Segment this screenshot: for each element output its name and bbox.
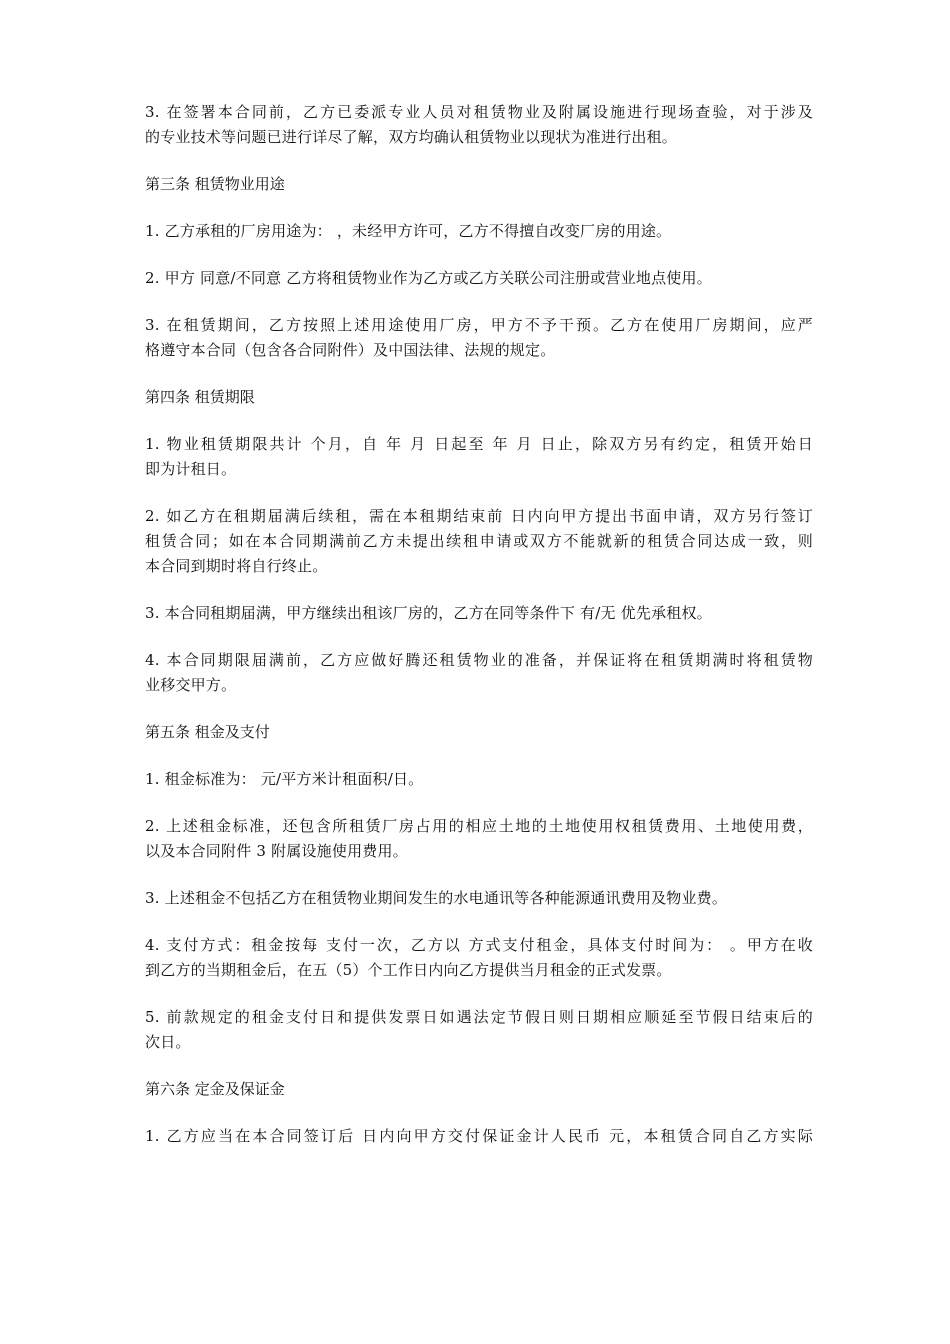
article-5-heading: 第五条 租金及支付: [145, 723, 270, 741]
article-5-clause-2: [145, 814, 813, 864]
article-5-clause-3: [145, 886, 813, 911]
paragraph-line: 3. 在签署本合同前，乙方已委派专业人员对租赁物业及附属设施进行现场查验，对于涉及: [145, 103, 813, 121]
article-4-clause-4: [145, 648, 813, 698]
paragraph-line: 1. 乙方应当在本合同签订后 日内向甲方交付保证金计人民币 元，本租赁合同自乙方实际: [145, 1127, 813, 1145]
paragraph-line: 业移交甲方。: [145, 676, 237, 694]
paragraph-line: 的专业技术等问题已进行详尽了解，双方均确认租赁物业以现状为准进行出租。: [145, 128, 678, 146]
article-5-clause-4: [145, 933, 813, 983]
paragraph-line: 到乙方的当期租金后，在五（5）个工作日内向乙方提供当月租金的正式发票。: [145, 961, 672, 979]
paragraph-line: 租赁合同；如在本合同期满前乙方未提出续租申请或双方不能就新的租赁合同达成一致，则: [145, 532, 813, 550]
paragraph-line: 2. 如乙方在租期届满后续租，需在本租期结束前 日内向甲方提出书面申请，双方另行签订: [145, 507, 813, 525]
paragraph-line: 即为计租日。: [145, 460, 237, 478]
paragraph-line: 格遵守本合同（包含各合同附件）及中国法律、法规的规定。: [145, 341, 556, 359]
article-3-clause-2: [145, 266, 813, 291]
paragraph-line: 3. 在租赁期间，乙方按照上述用途使用厂房，甲方不予干预。乙方在使用厂房期间，应严: [145, 316, 813, 334]
article-3-clause-3: [145, 313, 813, 363]
paragraph-line: 2. 甲方 同意/不同意 乙方将租赁物业作为乙方或乙方关联公司注册或营业地点使用。: [145, 269, 712, 287]
article-5-clause-5: [145, 1005, 813, 1055]
article-4-heading: 第四条 租赁期限: [145, 388, 255, 406]
paragraph-3-1: [145, 100, 813, 150]
article-3-heading: 第三条 租赁物业用途: [145, 175, 285, 193]
article-6-clause-1: [145, 1124, 813, 1149]
article-5-clause-1: [145, 767, 813, 792]
paragraph-line: 3. 上述租金不包括乙方在租赁物业期间发生的水电通讯等各种能源通讯费用及物业费。: [145, 889, 728, 907]
article-4-clause-2: [145, 504, 813, 579]
paragraph-line: 4. 本合同期限届满前，乙方应做好腾还租赁物业的准备，并保证将在租赁期满时将租赁物: [145, 651, 813, 669]
paragraph-line: 2. 上述租金标准，还包含所租赁厂房占用的相应土地的土地使用权租赁费用、土地使用费，: [145, 817, 813, 835]
article-4-clause-1: [145, 432, 813, 482]
paragraph-line: 3. 本合同租期届满，甲方继续出租该厂房的，乙方在同等条件下 有/无 优先承租权。: [145, 604, 712, 622]
document-body: [145, 100, 813, 1171]
paragraph-line: 1. 乙方承租的厂房用途为： ，未经甲方许可，乙方不得擅自改变厂房的用途。: [145, 222, 672, 240]
paragraph-line: 次日。: [145, 1033, 191, 1051]
paragraph-line: 1. 物业租赁期限共计 个月，自 年 月 日起至 年 月 日止，除双方另有约定，租赁开始日: [145, 435, 813, 453]
paragraph-line: 以及本合同附件 3 附属设施使用费用。: [145, 842, 408, 860]
paragraph-line: 5. 前款规定的租金支付日和提供发票日如遇法定节假日则日期相应顺延至节假日结束后的: [145, 1008, 813, 1026]
article-4-clause-3: [145, 601, 813, 626]
paragraph-line: 4. 支付方式：租金按每 支付一次，乙方以 方式支付租金，具体支付时间为： 。甲方在收: [145, 936, 813, 954]
article-6-heading: 第六条 定金及保证金: [145, 1080, 285, 1098]
article-3-clause-1: [145, 219, 813, 244]
paragraph-line: 本合同到期时将自行终止。: [145, 557, 328, 575]
paragraph-line: 1. 租金标准为： 元/平方米计租面积/日。: [145, 770, 424, 788]
